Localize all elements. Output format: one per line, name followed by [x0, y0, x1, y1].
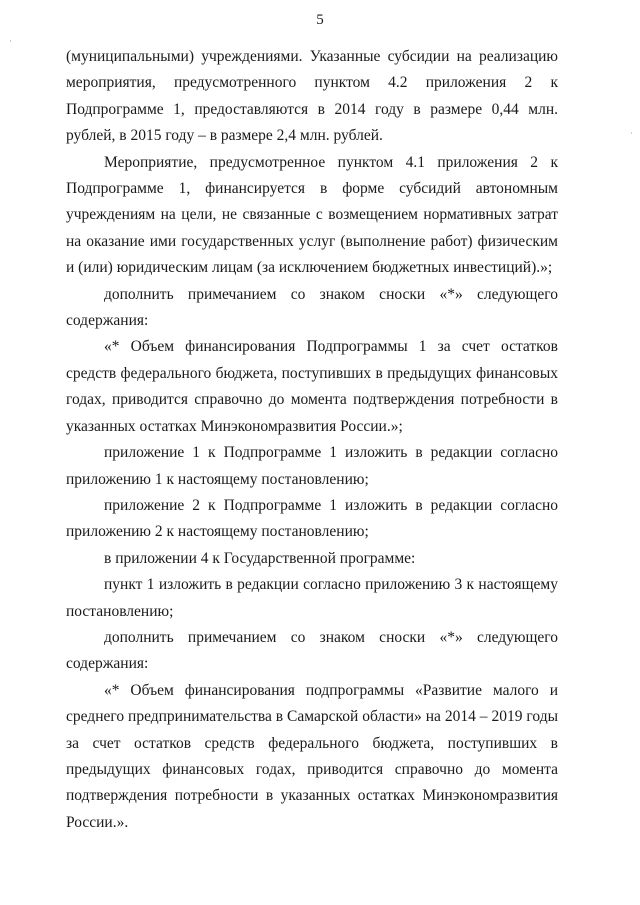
- paragraph-annex-1-instruction: приложение 1 к Подпрограмме 1 изложить в редакции согласно приложению 1 к настоящему постановлению;: [66, 444, 558, 488]
- document-body: [66, 44, 558, 836]
- page-number: 5: [316, 12, 324, 28]
- scan-dot: [631, 132, 632, 134]
- paragraph-annex-2-instruction: приложение 2 к Подпрограмме 1 изложить в редакции согласно приложению 2 к настоящему постановлению;: [66, 496, 558, 541]
- paragraph-add-footnote-instruction-2: дополнить примечанием со знаком сноски «*» следующего содержания:: [66, 628, 558, 673]
- paragraph-subsidy-continuation: (муниципальными) учреждениями. Указанные субсидии на реализацию мероприятия, предусмотренного пунктом 4.2 приложения 2 к Подпрограмме 1, предоставляются в 2014 году в размере 0,44 млн. рублей, в 2015 году – в размере 2,4 млн. рублей.: [66, 48, 558, 145]
- paragraph-annex-4-heading: в приложении 4 к Государственной программе:: [104, 549, 416, 567]
- paragraph-measure-4-1: Мероприятие, предусмотренное пунктом 4.1 приложения 2 к Подпрограмме 1, финансируется в форме субсидий автономным учреждениям на цели, не связанные с возмещением нормативных затрат на оказание ими государственных услуг (выполнение работ) физическим и (или) юридическим лицам (за исключением бюджетных инвестиций).»;: [66, 153, 558, 277]
- paragraph-footnote-subprogram-1: «* Объем финансирования Подпрограммы 1 за счет остатков средств федерального бюджета, поступивших в предыдущих финансовых годах, приводится справочно до момента подтверждения потребности в указанных остатках Минэкономразвития России.»;: [66, 338, 558, 435]
- paragraph-add-footnote-instruction: дополнить примечанием со знаком сноски «*» следующего содержания:: [66, 285, 558, 330]
- scan-dot: [10, 40, 11, 42]
- paragraph-footnote-sme-subprogram: «* Объем финансирования подпрограммы «Развитие малого и среднего предпринимательства в Самарской области» на 2014 – 2019 годы за счет остатков средств федерального бюджета, поступивших в предыдущих финансовых годах, приводится справочно до момента подтверждения потребности в указанных остатках Минэкономразвития России.».: [66, 681, 558, 831]
- paragraph-item-1-instruction: пункт 1 изложить в редакции согласно приложению 3 к настоящему постановлению;: [66, 576, 558, 620]
